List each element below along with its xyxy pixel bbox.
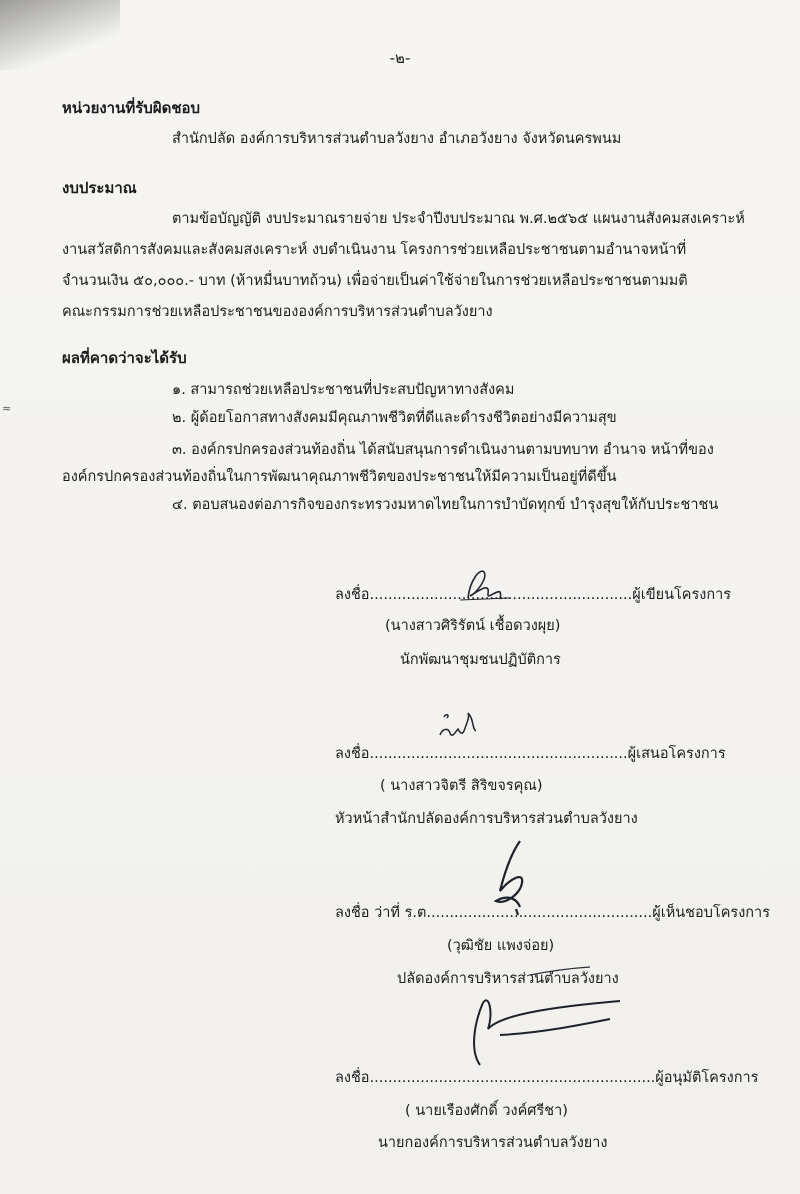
handwritten-signature-2	[430, 705, 500, 745]
signature-line: ลงชื่อ.........................................................ผู้เขียนโครงการ	[335, 587, 732, 603]
results-item: ๔. ตอบสนองต่อภารกิจของกระทรวงมหาดไทยในการบำบัดทุกข์ บำรุงสุขให้กับประชาชน	[172, 497, 719, 513]
signer-name: (นางสาวศิริรัตน์ เชื้อดวงผุย)	[385, 618, 561, 634]
results-heading: ผลที่คาดว่าจะได้รับ	[62, 349, 187, 367]
signature-line: ลงชื่อ..............................................................ผู้อนุมัติโครงการ	[335, 1070, 759, 1086]
results-item: ๑. สามารถช่วยเหลือประชาชนที่ประสบปัญหาทางสังคม	[172, 382, 515, 398]
results-item: องค์กรปกครองส่วนท้องถิ่นในการพัฒนาคุณภาพชีวิตของประชาชนให้มีความเป็นอยู่ที่ดีขึ้น	[62, 469, 617, 485]
signer-name: ( นายเรืองศักดิ์ วงค์ศรีชา)	[405, 1103, 568, 1119]
responsible-text: สำนักปลัด องค์การบริหารส่วนตำบลวังยาง อำเภอวังยาง จังหวัดนครพนม	[172, 131, 622, 147]
budget-line: งานสวัสดิการสังคมและสังคมสงเคราะห์ งบดำเนินงาน โครงการช่วยเหลือประชาชนตามอำนาจหน้าที่	[62, 242, 687, 258]
page-number: -๒-	[389, 49, 411, 67]
scan-edge-mark: ≈	[2, 402, 12, 415]
responsible-heading: หน่วยงานที่รับผิดชอบ	[62, 99, 201, 117]
signature-line: ลงชื่อ ว่าที่ ร.ต.................................................ผู้เห็นชอบโครงการ	[335, 905, 770, 921]
signer-position: นักพัฒนาชุมชนปฏิบัติการ	[400, 652, 561, 668]
budget-line: ตามข้อบัญญัติ งบประมาณรายจ่าย ประจำปีงบประมาณ พ.ศ.๒๕๖๕ แผนงานสังคมสงเคราะห์	[172, 211, 745, 227]
signer-name: ( นางสาวจิตรี สิริขจรคุณ)	[380, 778, 543, 794]
budget-line: จำนวนเงิน ๕๐,๐๐๐.- บาท (ห้าหมื่นบาทถ้วน) เพื่อจ่ายเป็นค่าใช้จ่ายในการช่วยเหลือประชาชนตามมติ	[62, 273, 688, 289]
handwritten-signature-4	[440, 955, 660, 1075]
signer-position: นายกองค์การบริหารส่วนตำบลวังยาง	[378, 1135, 608, 1151]
signer-position: ปลัดองค์การบริหารส่วนตำบลวังยาง	[397, 971, 619, 987]
signer-name: (วุฒิชัย แพงจ่อย)	[447, 938, 555, 954]
results-item: ๓. องค์กรปกครองส่วนท้องถิ่น ได้สนับสนุนการดำเนินงานตามบทบาท อำนาจ หน้าที่ของ	[172, 442, 714, 458]
budget-line: คณะกรรมการช่วยเหลือประชาชนขององค์การบริหารส่วนตำบลวังยาง	[62, 304, 493, 320]
results-item: ๒. ผู้ด้อยโอกาสทางสังคมมีคุณภาพชีวิตที่ดีและดำรงชีวิตอย่างมีความสุข	[172, 410, 617, 426]
signer-position: หัวหน้าสำนักปลัดองค์การบริหารส่วนตำบลวังยาง	[335, 811, 638, 827]
signature-line: ลงชื่อ........................................................ผู้เสนอโครงการ	[335, 746, 726, 762]
budget-heading: งบประมาณ	[62, 179, 137, 197]
